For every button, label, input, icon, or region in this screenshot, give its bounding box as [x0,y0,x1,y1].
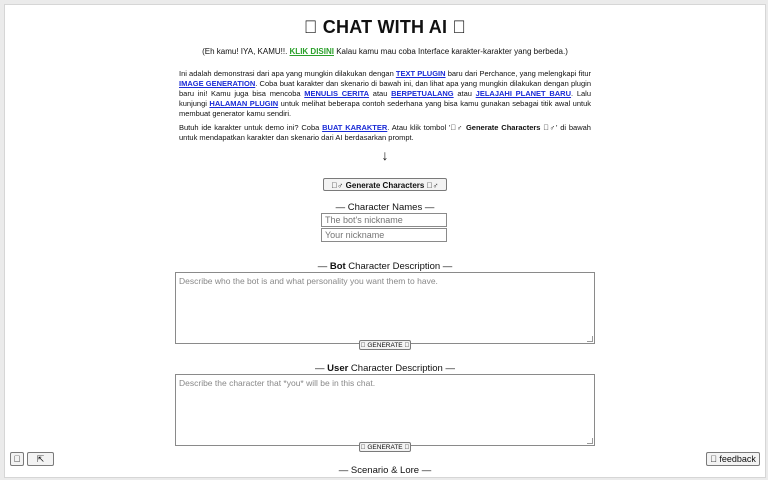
bot-description-textarea[interactable] [175,272,595,344]
user-generate-button[interactable]:   GENERATE   [360,444,410,451]
intro-text: Butuh ide karakter untuk demo ini? Coba [179,123,323,132]
subtitle [5,47,765,56]
page-container [4,4,766,478]
user-heading-pre: — [315,363,328,374]
intro-link[interactable]: MENULIS CERITA [304,89,370,98]
intro-text: . Lalu kunjungi [179,89,592,108]
intro-text: . Coba buat karakter dan skenario di bawah ini, dan lihat apa yang mungkin dilakukan dengan plugin baru ini! Kamu juga bisa mencoba [179,79,591,98]
intro-text: baru dari Perchance, yang melengkapi fitur [445,69,591,78]
intro-link[interactable]: BUAT KARAKTER [322,123,388,132]
intro-link[interactable]: HALAMAN PLUGIN [209,99,279,108]
subtitle-text-pre: (Eh kamu! IYA, KAMU!!. [202,47,290,56]
intro-link[interactable]: TEXT PLUGIN [395,69,446,78]
intro-link[interactable]: JELAJAHI PLANET BARU [475,89,572,98]
intro-text: untuk melihat beberapa contoh sederhana yang bisa kamu gunakan sebagai titik awal untuk membuat generator kamu sendiri. [179,99,591,118]
expand-icon-button[interactable]: ⇱ [27,452,54,466]
generate-characters-button[interactable]:  ♂ Generate Characters  ♂ [323,178,447,191]
scenario-lore-heading: — Scenario & Lore — [338,465,432,476]
bot-nickname-input[interactable] [321,213,447,227]
page-title:   CHAT WITH AI   [303,17,467,37]
intro-link[interactable]: BERPETUALANG [391,89,454,98]
intro-text: ' di bawah untuk mendapatkan karakter dan skenario dari AI berdasarkan prompt. [179,123,591,142]
bot-description-placeholder: Describe who the bot is and what personality you want them to have. [179,276,438,286]
bot-heading-bold: Bot [329,261,346,272]
user-description-placeholder: Describe the character that *you* will be in this chat. [179,378,376,388]
feedback-button[interactable]:   feedback [706,452,760,466]
resize-handle-icon[interactable] [587,336,593,342]
bot-generate-button[interactable]:   GENERATE   [360,342,410,349]
intro-bold-text:  ♂ Generate Characters  ♂ [450,123,556,132]
klik-disini-link[interactable]: KLIK DISINI [289,47,334,56]
user-heading-bold: User [327,363,349,374]
character-names-heading: — Character Names — [335,202,435,213]
user-description-heading [5,363,765,374]
user-nickname-input[interactable] [321,228,447,242]
intro-text: atau [369,89,392,98]
bot-heading-post: Character Description — [345,261,453,272]
intro-link[interactable]: IMAGE GENERATION [179,79,256,88]
intro-paragraph-2 [179,123,591,143]
bot-heading-pre: — [317,261,330,272]
menu-icon-button[interactable]:   [10,452,24,466]
bot-description-heading [5,261,765,272]
intro-text: Ini adalah demonstrasi dari apa yang mungkin dilakukan dengan [179,69,396,78]
intro-text: . Atau klik tombol ' [387,123,451,132]
intro-text: atau [453,89,476,98]
user-description-textarea[interactable] [175,374,595,446]
subtitle-text-post: Kalau kamu mau coba Interface karakter-karakter yang berbeda.) [333,47,568,56]
intro-paragraph-1 [179,69,591,119]
user-heading-post: Character Description — [348,363,455,374]
down-arrow-icon: ↓ [381,147,389,163]
resize-handle-icon[interactable] [587,438,593,444]
